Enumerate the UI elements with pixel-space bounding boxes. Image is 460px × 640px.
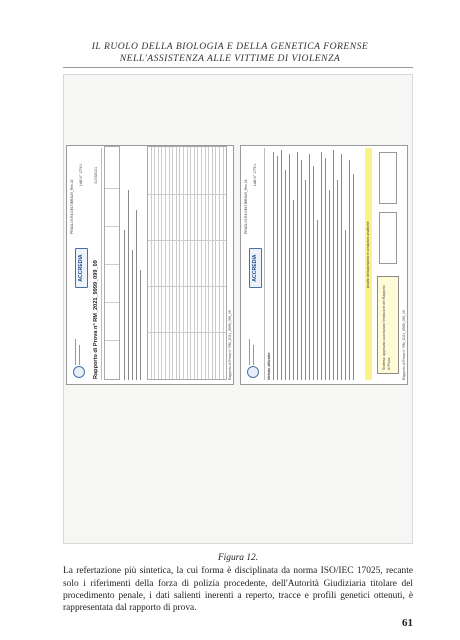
- right-page-code: PRACL09.R4.DELTIBRALR_Rev.18: [244, 179, 248, 234]
- lab-number: LAB N° 1776 L: [79, 163, 83, 186]
- report-date: 01/03/2021: [94, 167, 98, 184]
- lab-logo-bar: [249, 339, 250, 365]
- left-report-page: [66, 145, 234, 385]
- lab-logo-bar: [75, 339, 76, 365]
- approval-label: Sistema: approvato autorizzato l'emissione del Rapporto di Prova: [382, 285, 391, 370]
- right-report-page: [240, 145, 408, 385]
- genetic-profile-table: [147, 146, 227, 380]
- accredia-logo: ACCREDIA: [75, 248, 88, 288]
- title-rule: [101, 148, 102, 380]
- right-page-footer: Rapporto di Prova n° RM_2021_9999_099_09: [402, 310, 406, 380]
- running-header-line1: IL RUOLO DELLA BIOLOGIA E DELLA GENETICA FORENSE: [91, 41, 369, 52]
- report-title: Rapporto di Prova n° RM_2021_9999_099_09: [93, 260, 99, 379]
- lab-number: LAB N° 1776 L: [253, 163, 257, 186]
- notes-title: Metodo utilizzato: [267, 352, 271, 380]
- accredia-logo: ACCREDIA: [249, 248, 262, 288]
- lab-logo-bar: [253, 345, 254, 365]
- running-header-line2: NELL'ASSISTENZA ALLE VITTIME DI VIOLENZA: [119, 53, 341, 64]
- page-number: 61: [402, 617, 413, 629]
- left-page-footer: Rapporto di Prova n° RM_2021_9999_099_09: [228, 310, 232, 380]
- left-page-code: PRACL09.R4.DELTIBRALR_Rev.18: [70, 179, 74, 234]
- signature-box: [379, 152, 397, 204]
- figure-number: Figura 12.: [217, 553, 259, 563]
- signature-box: [379, 212, 397, 264]
- figure-caption: [63, 552, 413, 614]
- lab-logo-bar: [79, 345, 80, 365]
- lab-seal-icon: [247, 366, 259, 378]
- figure-scan: [63, 74, 413, 544]
- highlighted-note: Analisi del laboratorio e condizioni analitiche: [366, 221, 370, 288]
- header-table: [104, 146, 120, 380]
- header-rule: [63, 67, 413, 68]
- lab-seal-icon: [73, 366, 85, 378]
- caption-text: La refertazione più sintetica, la cui forma è disciplinata da norma ISO/IEC 17025, recante solo i riferimenti della forza di polizia procedente, dell'Autorità Giudiziaria titolare del procedimento penale, i dati salienti inerenti a reperto, tracce e profili genetici ottenuti, è rappresentata dal rapporto di prova.: [63, 566, 413, 614]
